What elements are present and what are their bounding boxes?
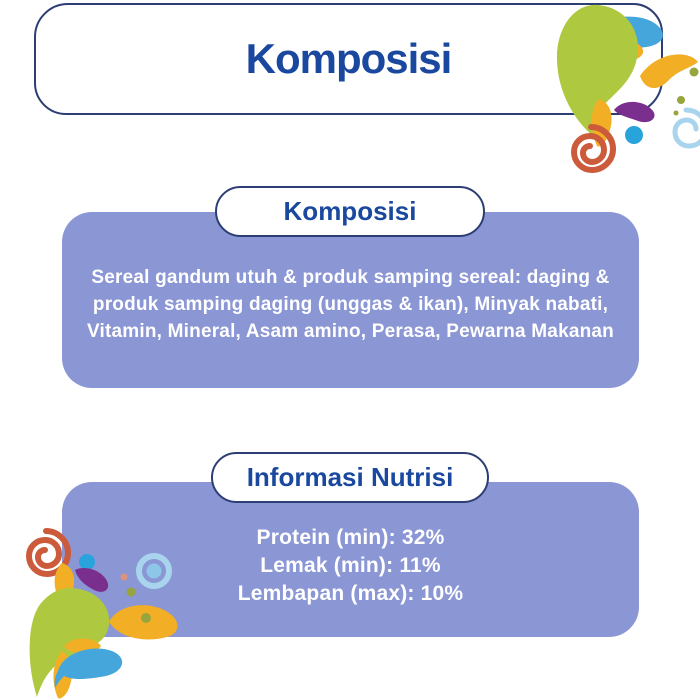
composition-line: produk samping daging (unggas & ikan), Minyak nabati, bbox=[92, 294, 609, 315]
nutrition-title: Informasi Nutrisi bbox=[246, 462, 454, 492]
blue-splash-icon bbox=[55, 649, 123, 688]
lightblue-spiral-icon bbox=[675, 110, 700, 146]
olive-dot-icon bbox=[677, 96, 685, 104]
nutrition-pill bbox=[211, 452, 489, 503]
page-title: Komposisi bbox=[245, 35, 452, 82]
nutrition-line-protein: Protein (min): 32% bbox=[256, 526, 445, 549]
header-card bbox=[34, 3, 663, 115]
orange-spiral-icon bbox=[574, 127, 613, 170]
composition-line: Vitamin, Mineral, Asam amino, Perasa, Pewarna Makanan bbox=[87, 321, 614, 342]
composition-title: Komposisi bbox=[283, 196, 417, 226]
composition-pill bbox=[215, 186, 485, 237]
olive-dot-icon bbox=[690, 68, 699, 77]
nutrition-line-fat: Lemak (min): 11% bbox=[260, 554, 441, 577]
nutrition-line-moisture: Lembapan (max): 10% bbox=[237, 582, 464, 605]
yellow-splash-small-icon bbox=[64, 638, 101, 653]
composition-text bbox=[62, 264, 639, 345]
nutrition-text bbox=[62, 524, 639, 608]
composition-line: Sereal gandum utuh & produk samping sereal: daging & bbox=[91, 267, 610, 288]
yellow-droplet-icon bbox=[53, 651, 72, 699]
blue-dot-icon bbox=[625, 126, 643, 144]
olive-dot-icon bbox=[674, 111, 679, 116]
